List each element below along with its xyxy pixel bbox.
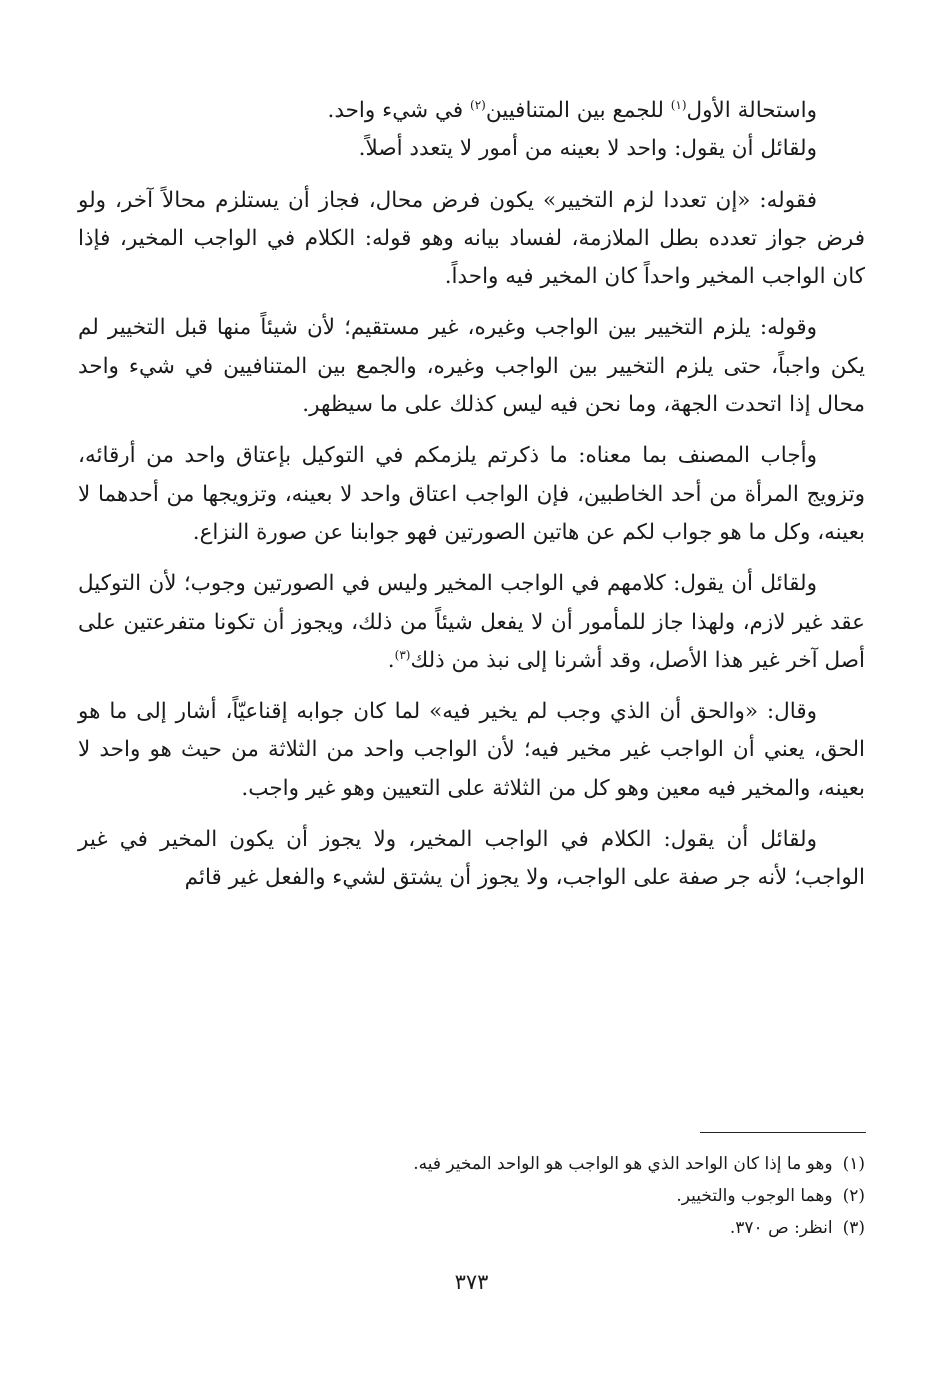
text-run: ولقائل أن يقول: كلامهم في الواجب المخير وليس في الصورتين وجوب؛ لأن التوكيل عقد غير لازم، ولهذا جاز للمأمور أن لا يفعل شيئاً من ذلك، ويجوز أن تكونا متفرعتين على أصل آخر غير هذا الأصل، وقد أشرنا إلى نبذ من ذلك	[78, 571, 865, 673]
footnote-ref-3[interactable]: (٣)	[394, 647, 411, 662]
footnote-1	[78, 1148, 865, 1180]
text-run: واستحالة الأول	[686, 98, 817, 123]
page-number: ٣٧٣	[454, 1270, 489, 1294]
text-run: للجمع بين المتنافيين	[485, 98, 671, 123]
paragraph-3: فقوله: «إن تعددا لزم التخيير» يكون فرض محال، فجاز أن يستلزم محالاً آخر، ولو فرض جواز تعدده بطل الملازمة، لفساد بيانه وهو قوله: الكلام في الواجب المخير، فإذا كان الواجب المخير واحداً كان المخير فيه واحداً.	[78, 187, 865, 290]
footnote-text: وهما الوجوب والتخيير.	[676, 1186, 833, 1206]
footnote-number: (٣)	[842, 1218, 865, 1238]
paragraph-7: وقال: «والحق أن الذي وجب لم يخير فيه» لما كان جوابه إقناعيّاً، أشار إلى ما هو الحق، يعني أن الواجب غير مخير فيه؛ لأن الواجب واحد من الثلاثة من حيث هو واحد لا بعينه، والمخير فيه معين وهو كل من الثلاثة على التعيين وهو غير واجب.	[78, 699, 865, 801]
main-text	[78, 92, 865, 911]
paragraph-4: وقوله: يلزم التخيير بين الواجب وغيره، غير مستقيم؛ لأن شيئاً منها قبل التخيير لم يكن واجباً، حتى يلزم التخيير بين الواجب وغيره، والجمع بين المتنافيين في شيء واحد محال إذا اتحدت الجهة، وما نحن فيه ليس كذلك على ما سيظهر.	[78, 315, 865, 418]
text-run: .	[387, 647, 395, 673]
footnotes	[78, 1148, 865, 1244]
text-run: في شيء واحد.	[327, 98, 471, 123]
footnote-separator	[700, 1132, 866, 1133]
paragraph-2: ولقائل أن يقول: واحد لا بعينه من أمور لا يتعدد أصلاً.	[358, 136, 817, 162]
footnote-ref-1[interactable]: (١)	[670, 97, 687, 112]
footnote-text: انظر: ص ٣٧٠.	[729, 1218, 833, 1238]
footnote-ref-2[interactable]: (٢)	[470, 97, 486, 112]
footnote-2	[78, 1180, 865, 1212]
paragraph-8: ولقائل أن يقول: الكلام في الواجب المخير، ولا يجوز أن يكون المخير في غير الواجب؛ لأنه جر صفة على الواجب، ولا يجوز أن يشتق لشيء والفعل غير قائم	[78, 827, 865, 891]
paragraph-5: وأجاب المصنف بما معناه: ما ذكرتم يلزمكم في التوكيل بإعتاق واحد من أرقائه، وتزويج المرأة من أحد الخاطبين، فإن الواجب اعتاق واحد لا بعينه، وتزويجها من أحدهما لا بعينه، وكل ما هو جواب لكم عن هاتين الصورتين فهو جوابنا عن صورة النزاع.	[78, 443, 865, 545]
footnote-text: وهو ما إذا كان الواحد الذي هو الواجب هو الواحد المخير فيه.	[413, 1154, 833, 1174]
footnote-number: (٢)	[842, 1186, 865, 1206]
footnote-3	[78, 1212, 865, 1244]
paragraph-1	[78, 92, 865, 130]
footnote-number: (١)	[842, 1154, 865, 1174]
paragraph-6	[78, 565, 865, 680]
